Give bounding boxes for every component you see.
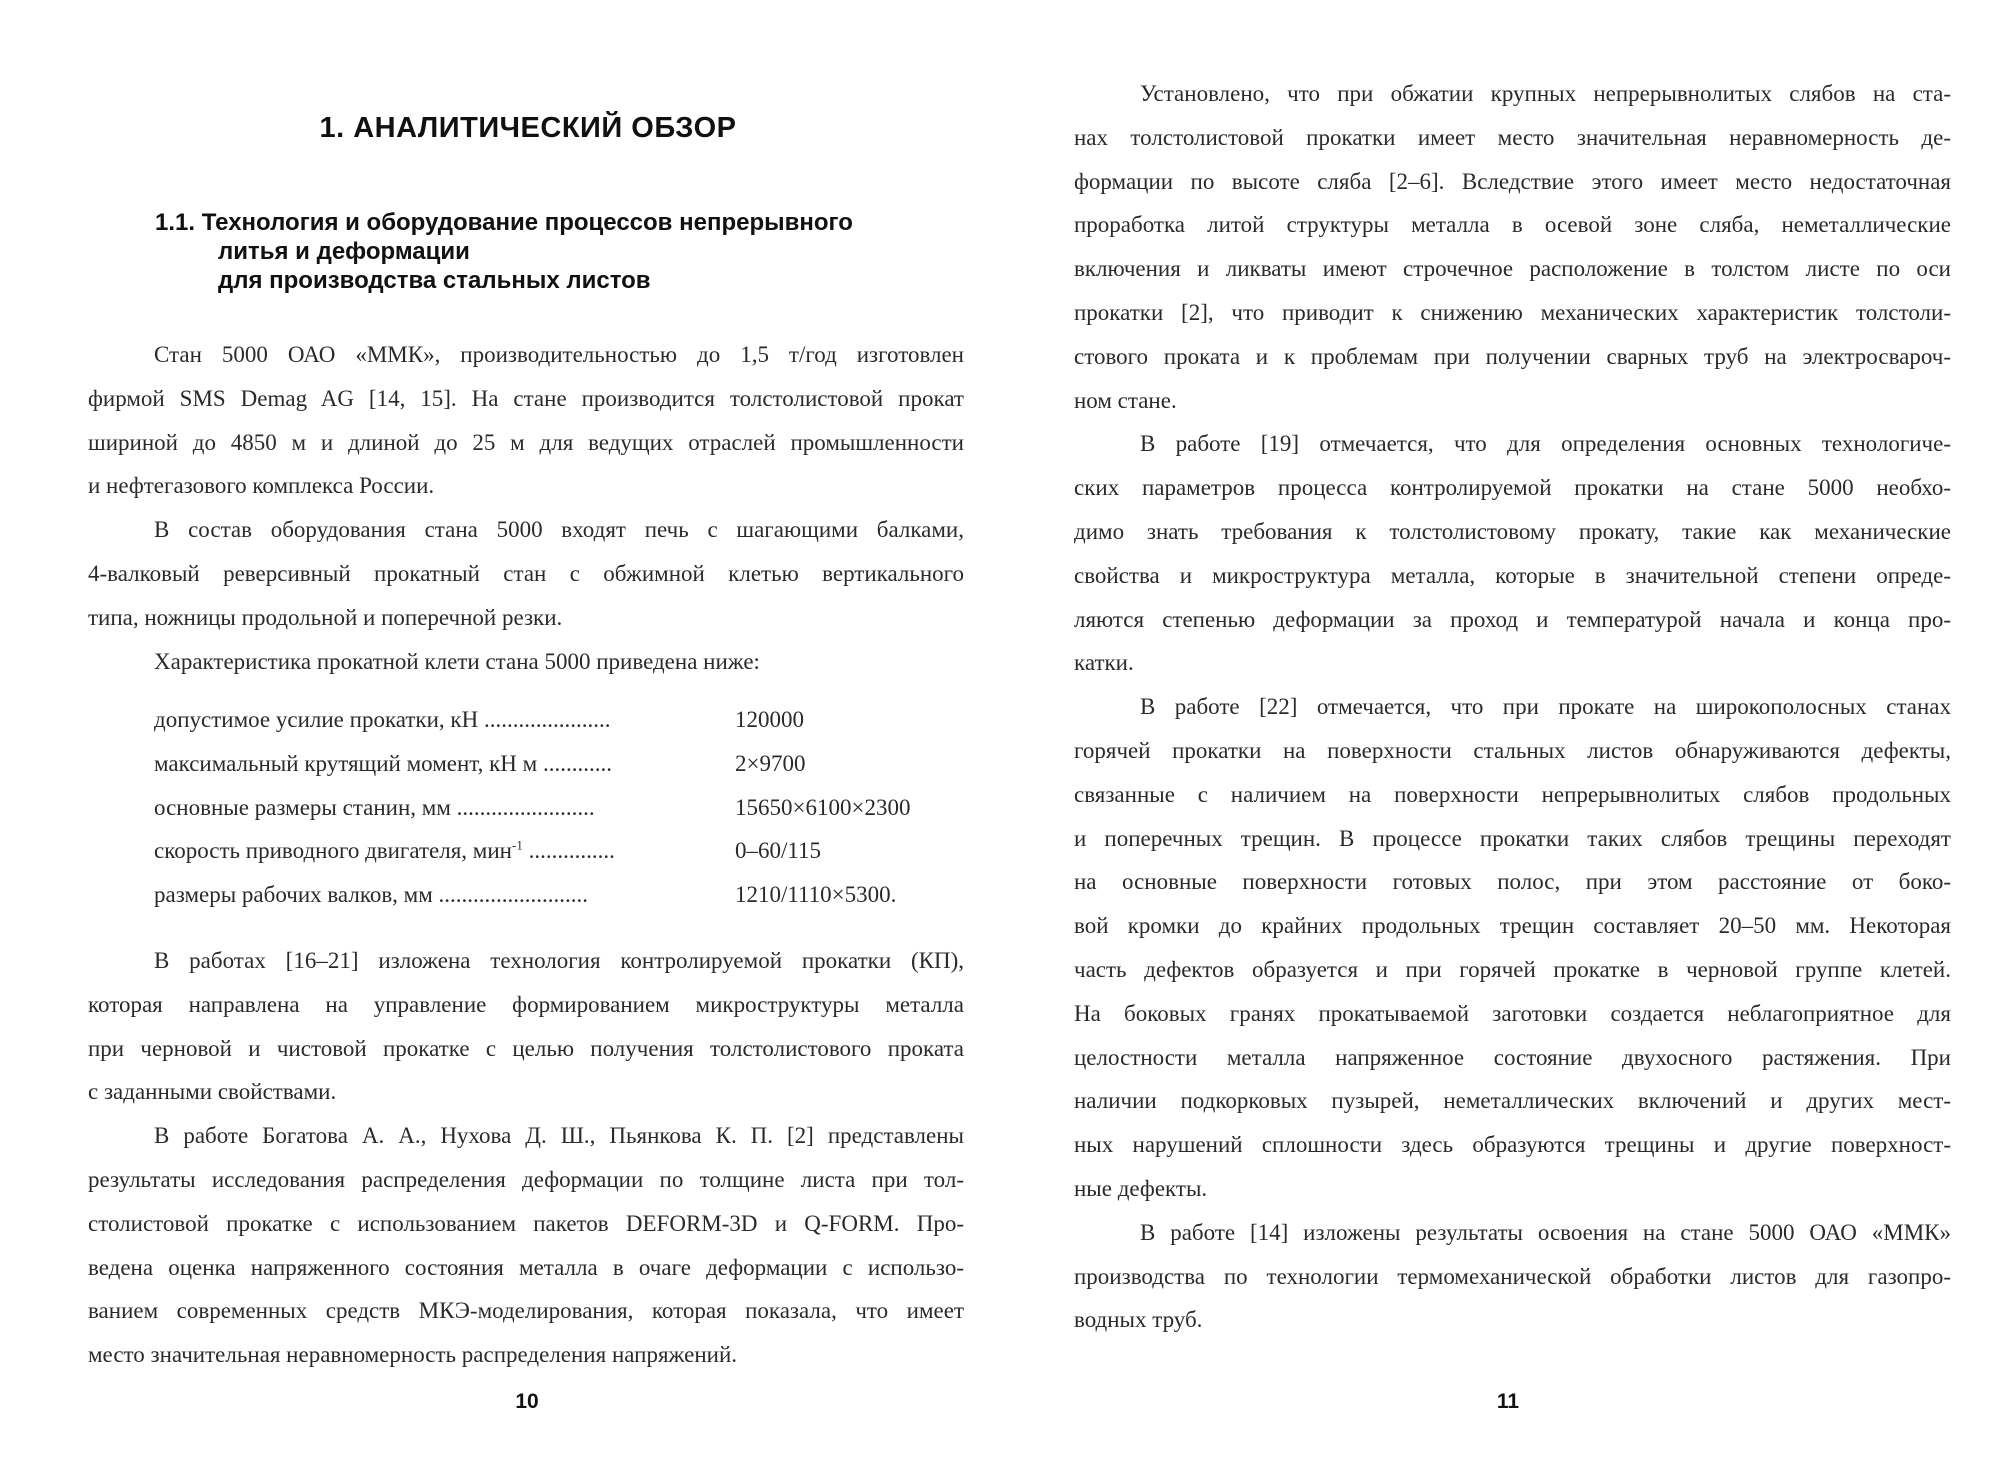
text-line: связанные с наличием на поверхности непрерывнолитых слябов продольных <box>1074 781 1951 807</box>
text-line: ных нарушений сплошности здесь образуются трещины и другие поверхност- <box>1074 1132 1951 1158</box>
spec-table <box>88 698 964 917</box>
chapter-title: 1. АНАЛИТИЧЕСКИЙ ОБЗОР <box>319 112 737 144</box>
text-line: На боковых гранях прокатываемой заготовки создается неблагоприятное для <box>1074 1000 1951 1026</box>
text-line: результаты исследования распределения деформации по толщине листа при тол- <box>88 1166 964 1192</box>
text-line: типа, ножницы продольной и поперечной резки. <box>88 604 563 630</box>
text-line: формации по высоте сляба [2–6]. Вследствие этого имеет место недостаточная <box>1074 168 1951 194</box>
text-line: при черновой и чистовой прокатке с целью получения толстолистового проката <box>88 1035 964 1061</box>
spec-label-text: скорость приводного двигателя, мин <box>154 838 512 864</box>
body-text-block <box>1074 72 1951 1342</box>
text-line: производства по технологии термомеханической обработки листов для газопро- <box>1074 1263 1951 1289</box>
text-line: проработка литой структуры металла в осевой зоне сляба, неметаллические <box>1074 212 1951 238</box>
spec-row <box>88 829 964 873</box>
text-line: Установлено, что при обжатии крупных непрерывнолитых слябов на ста- <box>1140 81 1951 106</box>
text-line: с заданными свойствами. <box>88 1079 337 1105</box>
dot-leader: ............... <box>522 838 615 864</box>
body-text-block <box>88 333 964 683</box>
spec-label-text: допустимое усилие прокатки, кН <box>154 707 479 732</box>
spec-value: 120000 <box>735 707 804 732</box>
spec-value: 15650×6100×2300 <box>735 794 911 820</box>
text-line: вой кромки до крайних продольных трещин составляет 20–50 мм. Некоторая <box>1074 913 1951 939</box>
text-line: фирмой SMS Demag AG [14, 15]. На стане производится толстолистовой прокат <box>88 385 964 411</box>
text-line: нах толстолистовой прокатки имеет место значительная неравномерность де- <box>1074 124 1951 150</box>
dot-leader: ........................ <box>450 794 595 820</box>
spec-label <box>154 742 612 786</box>
spec-label <box>154 698 610 742</box>
section-title-line: литья и деформации <box>218 238 470 265</box>
text-line: часть дефектов образуется и при горячей прокатке в черновой группе клетей. <box>1074 956 1951 982</box>
text-line: катки. <box>1074 650 1134 676</box>
text-line: ные дефекты. <box>1074 1175 1208 1201</box>
spec-row <box>88 698 964 742</box>
right-page <box>1000 0 2000 1483</box>
spec-label-text: основные размеры станин, мм <box>154 794 451 820</box>
text-line: горячей прокатки на поверхности стальных листов обнаруживаются дефекты, <box>1074 737 1951 763</box>
body-text-block <box>88 939 964 1377</box>
paragraph <box>1074 1211 1951 1342</box>
text-line: димо знать требования к толстолистовому прокату, такие как механические <box>1074 518 1951 544</box>
text-line: шириной до 4850 м и длиной до 25 м для ведущих отраслей промышленности <box>88 429 964 455</box>
text-line: ведена оценка напряженного состояния металла в очаге деформации с использо- <box>88 1254 964 1280</box>
spec-label <box>154 829 615 873</box>
text-line: 4-валковый реверсивный прокатный стан с обжимной клетью вертикального <box>88 560 964 586</box>
dot-leader: ............ <box>537 750 612 776</box>
paragraph <box>88 939 964 1114</box>
text-line: Стан 5000 ОАО «ММК», производительностью до 1,5 т/год изготовлен <box>154 342 964 367</box>
spec-row <box>88 873 964 917</box>
text-line: В работе Богатова А. А., Нухова Д. Ш., Пьянкова К. П. [2] представлены <box>154 1123 964 1149</box>
spec-label <box>154 786 595 830</box>
text-line: ских параметров процесса контролируемой прокатки на стане 5000 необхо- <box>1074 475 1951 501</box>
section-title-line: для производства стальных листов <box>218 267 651 294</box>
dot-leader: ...................... <box>478 707 611 732</box>
text-line: которая направлена на управление формированием микроструктуры металла <box>88 991 964 1017</box>
text-line: В работе [14] изложены результаты освоения на стане 5000 ОАО «ММК» <box>1140 1219 1951 1245</box>
spec-value: 0–60/115 <box>735 838 822 864</box>
spec-label <box>154 873 588 917</box>
text-line: Характеристика прокатной клети стана 5000 приведена ниже: <box>154 648 760 674</box>
text-line: ляются степенью деформации за проход и температурой начала и конца про- <box>1074 606 1951 632</box>
spec-row <box>88 786 964 830</box>
paragraph <box>88 333 964 508</box>
text-line: наличии подкорковых пузырей, неметаллических включений и других мест- <box>1074 1088 1951 1114</box>
text-line: В работе [19] отмечается, что для определения основных технологиче- <box>1140 431 1951 457</box>
spec-label-text: максимальный крутящий момент, кН м <box>154 750 538 776</box>
text-line: ном стане. <box>1074 387 1177 413</box>
page-number: 10 <box>515 1390 539 1413</box>
paragraph <box>88 508 964 639</box>
text-line: В работе [22] отмечается, что при прокате на широкополосных станах <box>1140 694 1951 720</box>
spec-label-text: размеры рабочих валков, мм <box>154 882 433 908</box>
spec-row <box>88 742 964 786</box>
text-line: место значительная неравномерность распределения напряжений. <box>88 1342 738 1368</box>
spec-value: 1210/1110×5300. <box>735 882 897 908</box>
text-line: целостности металла напряженное состояние двухосного растяжения. При <box>1074 1044 1951 1070</box>
paragraph <box>1074 422 1951 685</box>
text-line: ванием современных средств МКЭ-моделирования, которая показала, что имеет <box>88 1298 964 1324</box>
spec-label-superscript: -1 <box>511 837 523 853</box>
text-line: В состав оборудования стана 5000 входят печь с шагающими балками, <box>154 517 964 543</box>
text-line: включения и ликваты имеют строчечное расположение в толстом листе по оси <box>1074 256 1951 282</box>
text-line: прокатки [2], что приводит к снижению механических характеристик толстоли- <box>1074 299 1951 325</box>
text-line: свойства и микроструктура металла, которые в значительной степени опреде- <box>1074 562 1951 588</box>
paragraph <box>88 1114 964 1377</box>
text-line: и нефтегазового комплекса России. <box>88 473 435 499</box>
paragraph <box>1074 685 1951 1211</box>
text-line: столистовой прокатке с использованием пакетов DEFORM-3D и Q-FORM. Про- <box>88 1210 964 1236</box>
section-title <box>155 208 853 295</box>
spec-value: 2×9700 <box>735 750 806 776</box>
page-number: 11 <box>1496 1390 1520 1413</box>
dot-leader: .......................... <box>432 882 589 908</box>
text-line: и поперечных трещин. В процессе прокатки таких слябов трещины переходят <box>1074 825 1951 851</box>
text-line: водных труб. <box>1074 1307 1203 1333</box>
text-line: В работах [16–21] изложена технология контролируемой прокатки (КП), <box>154 948 964 973</box>
paragraph <box>1074 72 1951 422</box>
section-title-line: 1.1. Технология и оборудование процессов непрерывного <box>155 209 853 236</box>
paragraph <box>88 640 964 684</box>
text-line: на основные поверхности готовых полос, при этом расстояние от боко- <box>1074 869 1951 895</box>
text-line: стового проката и к проблемам при получении сварных труб на электросвароч- <box>1074 343 1951 369</box>
